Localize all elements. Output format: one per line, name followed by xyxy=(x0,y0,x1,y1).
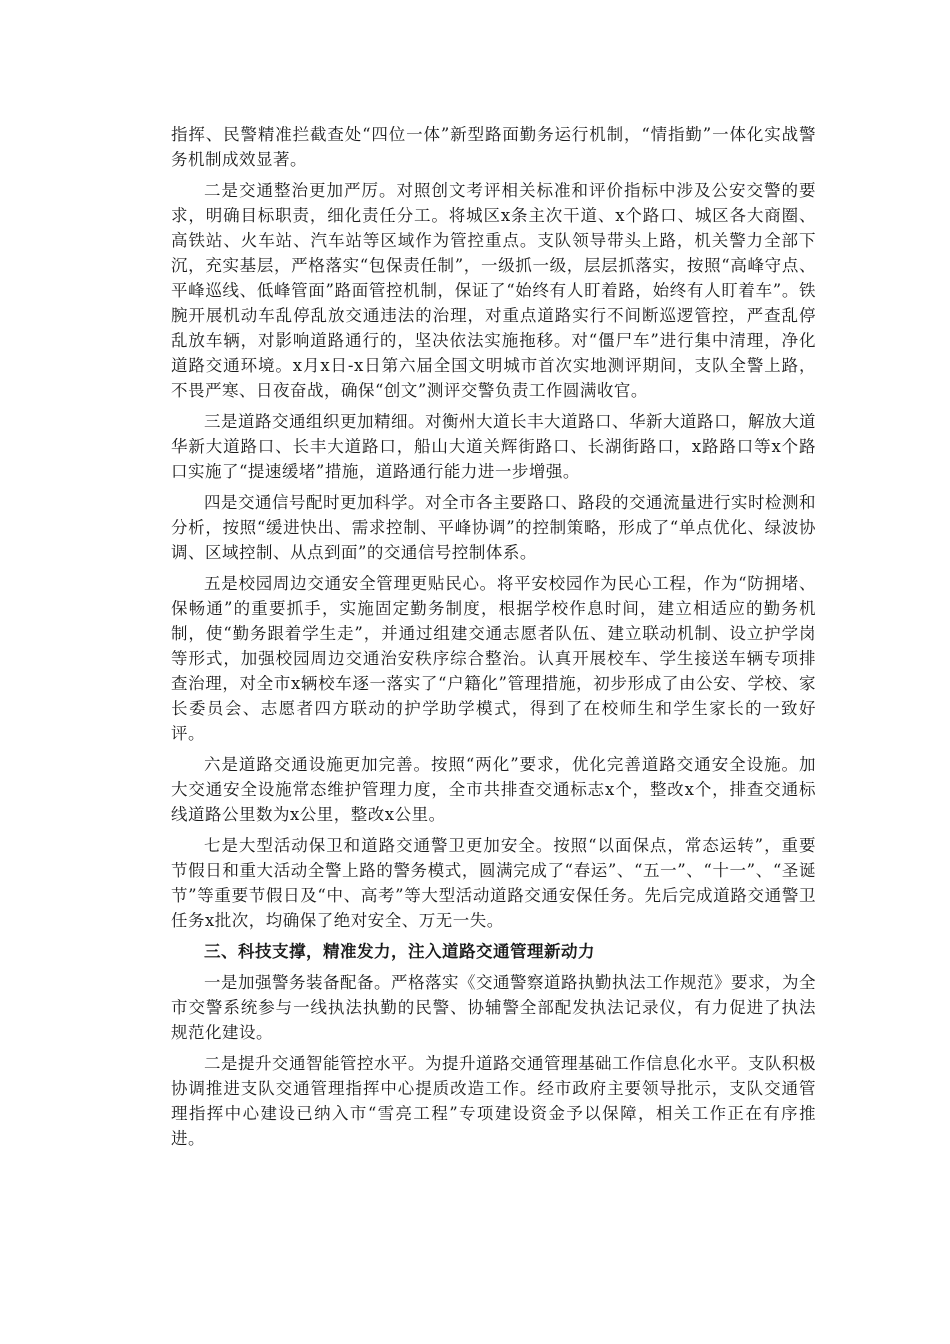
paragraph-campus-safety: 五是校园周边交通安全管理更贴民心。将平安校园作为民心工程，作为“防拥堵、保畅通”的重要抓手，实施固定勤务制度，根据学校作息时间，建立相适应的勤务机制，使“勤务跟着学生走”，并通过组建交通志愿者队伍、建立联动机制、设立护学岗等形式，加强校园周边交通治安秩序综合整治。认真开展校车、学生接送车辆专项排查治理，对全市x辆校车逐一落实了“户籍化”管理措施，初步形成了由公安、学校、家长委员会、志愿者四方联动的护学助学模式，得到了在校师生和学生家长的一致好评。 xyxy=(171,574,816,743)
paragraph-road-facilities: 六是道路交通设施更加完善。按照“两化”要求，优化完善道路交通安全设施。加大交通安全设施常态维护管理力度，全市共排查交通标志x个，整改x个，排查交通标线道路公里数为x公里，整改x公里。 xyxy=(171,755,816,824)
paragraph-smart-control: 二是提升交通智能管控水平。为提升道路交通管理基础工作信息化水平。支队积极协调推进支队交通管理指挥中心提质改造工作。经市政府主要领导批示，支队交通管理指挥中心建设已纳入市“雪亮工程”专项建设资金予以保障，相关工作正在有序推进。 xyxy=(171,1054,816,1148)
paragraph-police-equipment: 一是加强警务装备配备。严格落实《交通警察道路执勤执法工作规范》要求，为全市交警系统参与一线执法执勤的民警、协辅警全部配发执法记录仪，有力促进了执法规范化建设。 xyxy=(171,973,816,1042)
paragraph-traffic-organization: 三是道路交通组织更加精细。对衡州大道长丰大道路口、华新大道路口，解放大道华新大道路口、长丰大道路口，船山大道关辉街路口、长湖街路口，x路路口等x个路口实施了“提速缓堵”措施，道路通行能力进一步增强。 xyxy=(171,412,816,481)
paragraph-event-security: 七是大型活动保卫和道路交通警卫更加安全。按照“以面保点，常态运转”，重要节假日和重大活动全警上路的警务模式，圆满完成了“春运”、“五一”、“十一”、“圣诞节”等重要节假日及“中、高考”等大型活动道路交通安保任务。先后完成道路交通警卫任务x批次，均确保了绝对安全、万无一失。 xyxy=(171,836,816,930)
paragraph-signal-timing: 四是交通信号配时更加科学。对全市各主要路口、路段的交通流量进行实时检测和分析，按照“缓进快出、需求控制、平峰协调”的控制策略，形成了“单点优化、绿波协调、区域控制、从点到面”的交通信号控制体系。 xyxy=(171,493,816,562)
document-body xyxy=(171,122,816,1157)
paragraph-traffic-rectification: 二是交通整治更加严厉。对照创文考评相关标准和评价指标中涉及公安交警的要求，明确目标职责，细化责任分工。将城区x条主次干道、x个路口、城区各大商圈、高铁站、火车站、汽车站等区域作为管控重点。支队领导带头上路，机关警力全部下沉，充实基层，严格落实“包保责任制”，一级抓一级，层层抓落实，按照“高峰守点、平峰巡线、低峰管面”路面管控机制，保证了“始终有人盯着路，始终有人盯着车”。铁腕开展机动车乱停乱放交通违法的治理，对重点道路实行不间断巡逻管控，严查乱停乱放车辆，对影响道路通行的，坚决依法实施拖移。对“僵尸车”进行集中清理，净化道路交通环境。x月x日-x日第六届全国文明城市首次实地测评期间，支队全警上路，不畏严寒、日夜奋战，确保“创文”测评交警负责工作圆满收官。 xyxy=(171,181,816,400)
section-heading: 三、科技支撑，精准发力，注入道路交通管理新动力 xyxy=(204,942,595,961)
paragraph-continued: 指挥、民警精准拦截查处“四位一体”新型路面勤务运行机制，“情指勤”一体化实战警务机制成效显著。 xyxy=(171,125,816,169)
